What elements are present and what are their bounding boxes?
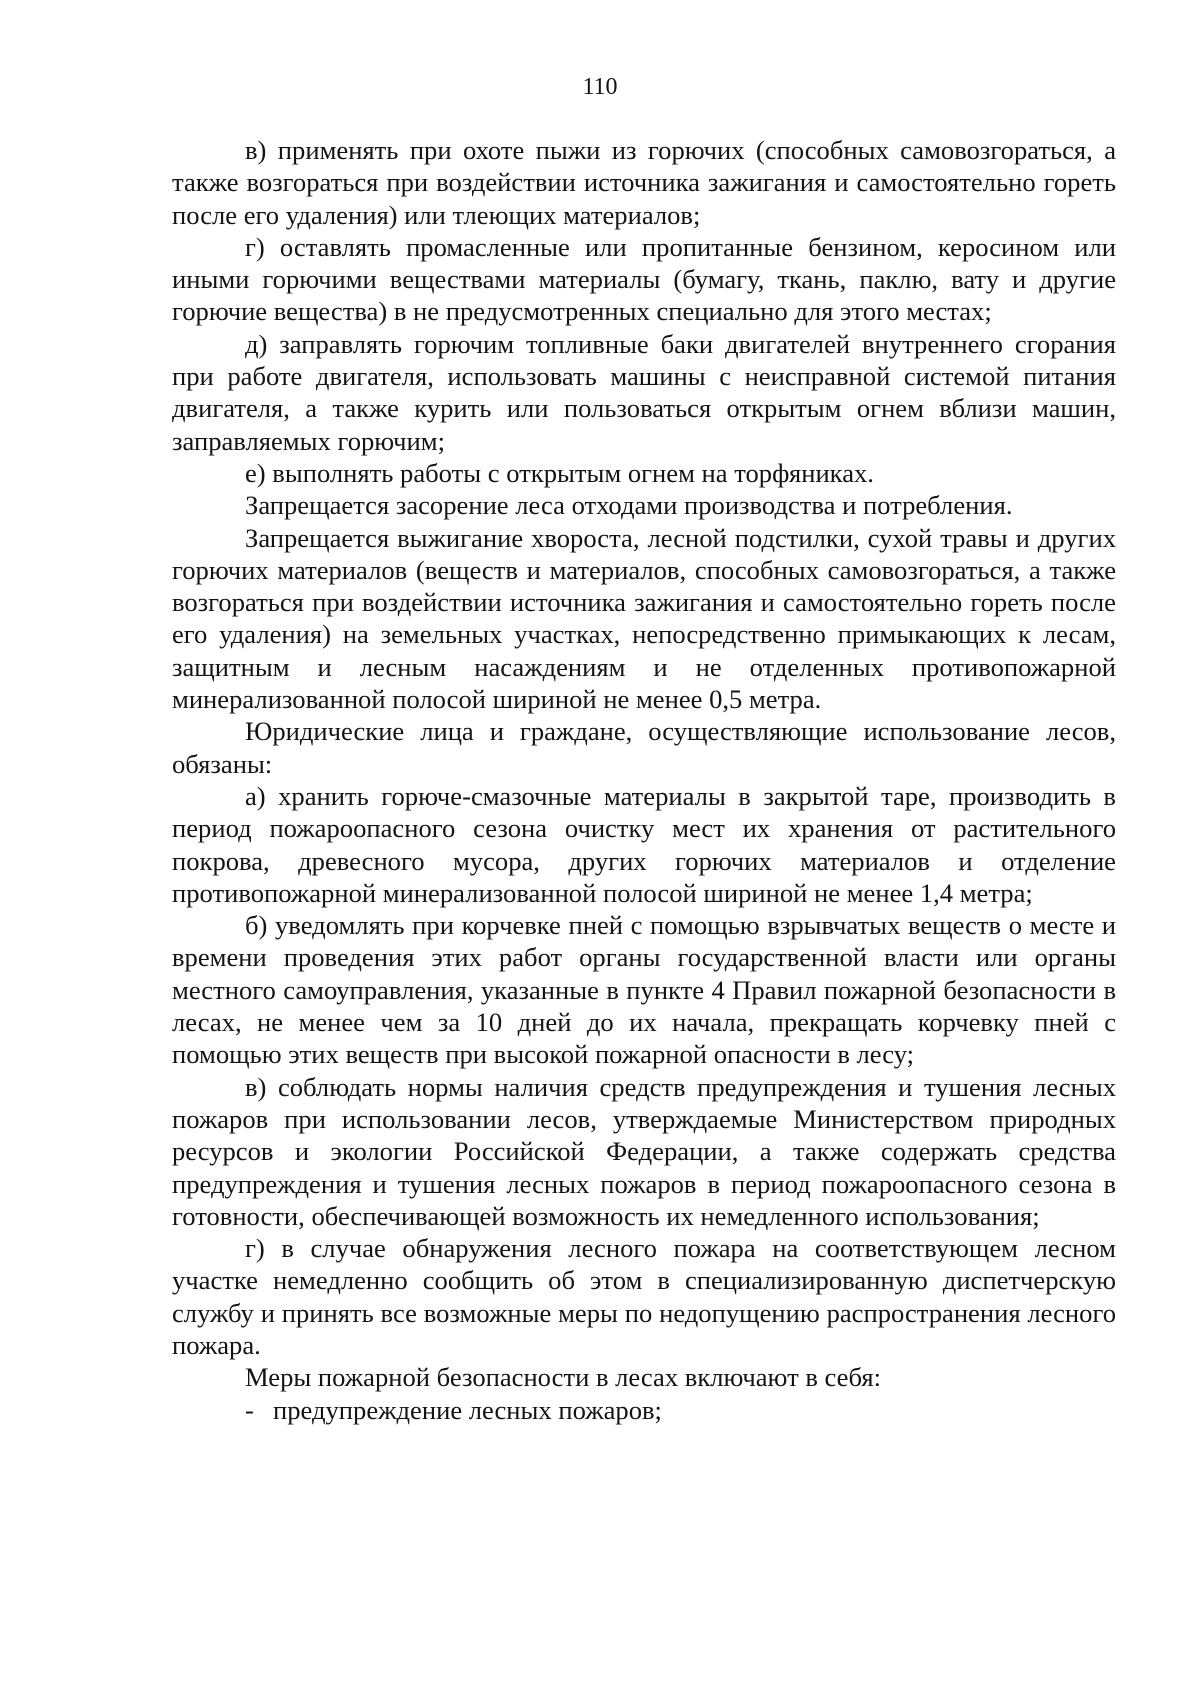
paragraph-e-peatlands: е) выполнять работы с открытым огнем на торфяниках. [245,457,874,488]
paragraph-b-stump-removal: б) уведомлять при корчевке пней с помощью взрывчатых веществ о месте и времени проведения этих работ органы государственной власти или органы местного самоуправления, указанные в пункте 4 Правил пожарной безопасности в лесах, не менее чем за 10 дней до их начала, прекращать корчевку пней с помощью этих веществ при высокой пожарной опасности в лесу; [172,910,1116,1070]
list-dash-marker: - [245,1394,254,1425]
paragraph-a-fuel-storage: а) хранить горюче-смазочные материалы в закрытой таре, производить в период пожароопасного сезона очистку мест их хранения от растительного покрова, древесного мусора, других горючих материалов и отделение противопожарной минерализованной полосой шириной не менее 1,4 метра; [172,780,1116,908]
paragraph-d-fuel-tanks: д) заправлять горючим топливные баки двигателей внутреннего сгорания при работе двигателя, использовать машины с неисправной системой питания двигателя, а также курить или пользоваться открытым огнем вблизи машин, заправляемых горючим; [172,328,1116,456]
paragraph-v-fire-equipment: в) соблюдать нормы наличия средств предупреждения и тушения лесных пожаров при использовании лесов, утверждаемые Министерством природных ресурсов и экологии Российской Федерации, а также содержать средства предупреждения и тушения лесных пожаров в период пожароопасного сезона в готовности, обеспечивающей возможность их немедленного использования; [172,1071,1116,1231]
paragraph-burning-prohibition: Запрещается выжигание хвороста, лесной подстилки, сухой травы и других горючих материалов (веществ и материалов, способных самовозгораться, а также возгораться при воздействии источника зажигания и самостоятельно гореть после его удаления) на земельных участках, непосредственно примыкающих к лесам, защитным и лесным насаждениям и не отделенных противопожарной минерализованной полосой шириной не менее 0,5 метра. [172,522,1116,715]
paragraph-forest-littering: Запрещается засорение леса отходами производства и потребления. [245,490,1013,521]
document-body [172,134,1116,1426]
list-item [172,1394,1116,1426]
page-number: 110 [582,74,618,100]
list-item-text: предупреждение лесных пожаров; [273,1394,662,1425]
paragraph-g-fire-reporting: г) в случае обнаружения лесного пожара на соответствующем лесном участке немедленно сообщить об этом в специализированную диспетчерскую службу и принять все возможные меры по недопущению распространения лесного пожара. [172,1233,1116,1360]
paragraph-v-hunting-wads: в) применять при охоте пыжи из горючих (способных самовозгораться, а также возгораться при воздействии источника зажигания и самостоятельно гореть после его удаления) или тлеющих материалов; [172,135,1116,230]
paragraph-obligations-intro: Юридические лица и граждане, осуществляющие использование лесов, обязаны: [172,716,1116,779]
paragraph-fire-safety-measures: Меры пожарной безопасности в лесах включают в себя: [245,1362,881,1393]
paragraph-g-oiled-materials: г) оставлять промасленные или пропитанные бензином, керосином или иными горючими веществами материалы (бумагу, ткань, паклю, вату и другие горючие вещества) в не предусмотренных специально для этого местах; [172,231,1116,327]
